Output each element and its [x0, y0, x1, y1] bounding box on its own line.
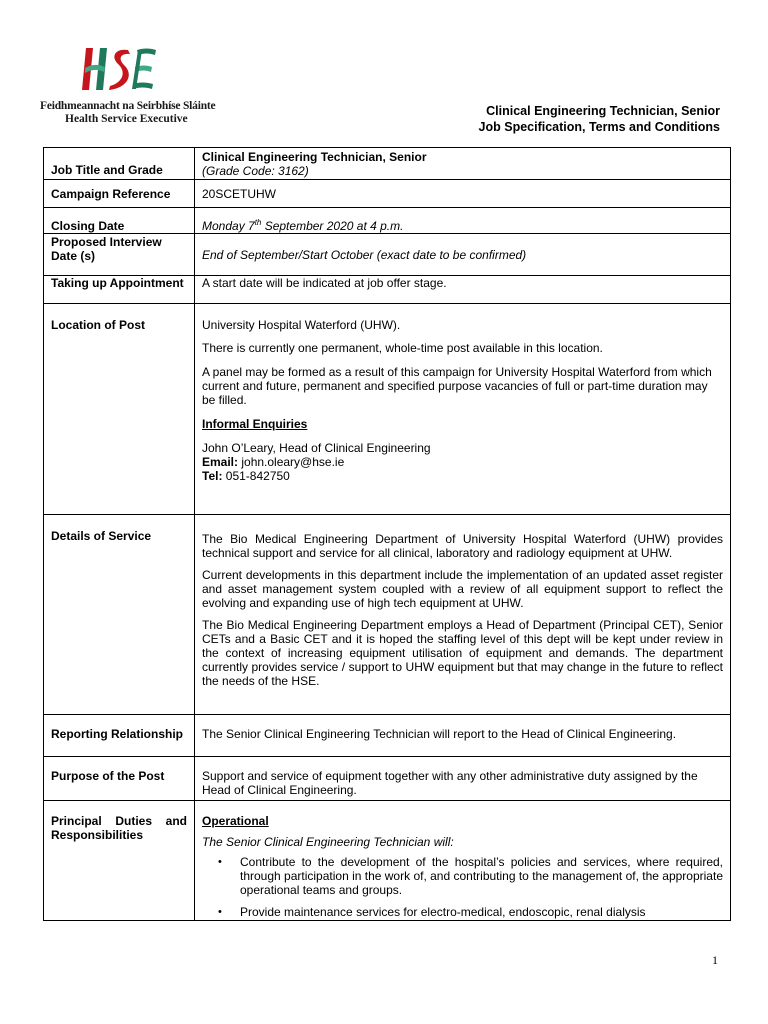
duty-item: • Contribute to the development of the hospital’s policies and services, where required, through participation in the work of, and contributing to the management of, the appropriate operational teams and groups. — [240, 855, 723, 897]
document-title — [479, 103, 720, 135]
email-label: Email: — [202, 455, 239, 469]
job-spec-table — [43, 147, 731, 921]
label-reporting: Reporting Relationship — [44, 715, 195, 757]
hse-logo — [40, 40, 216, 130]
label-duties: Principal Duties and Responsibilities — [44, 801, 195, 921]
value-duties — [195, 801, 731, 921]
grade-code: (Grade Code: 3162) — [202, 164, 309, 178]
value-reporting: The Senior Clinical Engineering Technician will report to the Head of Clinical Engineering. — [195, 715, 731, 757]
contact-name: John O’Leary, Head of Clinical Engineering — [202, 441, 431, 455]
location-p3: A panel may be formed as a result of this campaign for University Hospital Waterford from which current and future, permanent and specified purpose vacancies of full or part-time duration may be filled. — [202, 365, 712, 407]
value-job-title — [195, 148, 731, 180]
job-title-text: Clinical Engineering Technician, Senior — [202, 150, 427, 164]
row-taking-up — [44, 276, 731, 304]
title-line-1: Clinical Engineering Technician, Senior — [486, 104, 720, 118]
value-closing — [195, 208, 731, 234]
details-p3: The Bio Medical Engineering Department employs a Head of Department (Principal CET), Senior CETs and a Basic CET and it is hoped the staffing level of this dept will be kept under review in the context of increasing equipment utilisation of equipment and demands. The department currently provides service / support to UHW equipment but that may change in the future to reflect the needs of the HSE. — [202, 618, 723, 688]
duties-intro: The Senior Clinical Engineering Technician will: — [202, 835, 454, 849]
location-p2: There is currently one permanent, whole-time post available in this location. — [202, 341, 603, 355]
value-location — [195, 304, 731, 515]
logo-org-english: Health Service Executive — [65, 113, 188, 125]
closing-date-pre: Monday 7 — [202, 219, 255, 233]
contact-email — [202, 455, 723, 469]
duties-heading: Operational — [202, 814, 269, 828]
row-job-title — [44, 148, 731, 180]
label-location: Location of Post — [44, 304, 195, 515]
row-purpose — [44, 757, 731, 801]
label-campaign: Campaign Reference — [44, 180, 195, 208]
row-interview — [44, 234, 731, 276]
value-taking-up: A start date will be indicated at job offer stage. — [195, 276, 731, 304]
row-closing — [44, 208, 731, 234]
row-reporting — [44, 715, 731, 757]
label-taking-up: Taking up Appointment — [44, 276, 195, 304]
contact-tel — [202, 469, 723, 483]
location-p1: University Hospital Waterford (UHW). — [202, 318, 401, 332]
hse-logo-mark-icon — [80, 40, 160, 95]
row-campaign — [44, 180, 731, 208]
row-details — [44, 515, 731, 715]
label-details: Details of Service — [44, 515, 195, 715]
logo-org-irish: Feidhmeannacht na Seirbhíse Sláinte — [40, 100, 216, 112]
closing-date-post: September 2020 at 4 p.m. — [261, 219, 404, 233]
title-line-2: Job Specification, Terms and Conditions — [478, 120, 720, 134]
value-details — [195, 515, 731, 715]
value-campaign: 20SCETUHW — [195, 180, 731, 208]
closing-date-sup: th — [254, 218, 262, 227]
tel-value: 051-842750 — [222, 469, 290, 483]
informal-enquiries-heading: Informal Enquiries — [202, 417, 308, 431]
duties-list — [202, 855, 723, 919]
email-value[interactable]: john.oleary@hse.ie — [238, 455, 345, 469]
row-location — [44, 304, 731, 515]
tel-label: Tel: — [202, 469, 223, 483]
value-purpose: Support and service of equipment together with any other administrative duty assigned by the Head of Clinical Engineering. — [195, 757, 731, 801]
page-number: 1 — [712, 953, 718, 967]
value-interview: End of September/Start October (exact date to be confirmed) — [195, 234, 731, 276]
label-interview: Proposed Interview Date (s) — [44, 234, 195, 276]
details-p2: Current developments in this department include the implementation of an updated asset register and asset management system coupled with a review of all equipment support to reflect the evolving and expanding use of high tech equipment at UHW. — [202, 568, 723, 610]
label-purpose: Purpose of the Post — [44, 757, 195, 801]
label-closing: Closing Date — [44, 208, 195, 234]
duty-item: • Provide maintenance services for electro-medical, endoscopic, renal dialysis — [240, 905, 723, 919]
details-p1: The Bio Medical Engineering Department of University Hospital Waterford (UHW) provides technical support and service for all clinical, laboratory and radiology equipment at UHW. — [202, 532, 723, 560]
row-duties — [44, 801, 731, 921]
label-job-title: Job Title and Grade — [44, 148, 195, 180]
